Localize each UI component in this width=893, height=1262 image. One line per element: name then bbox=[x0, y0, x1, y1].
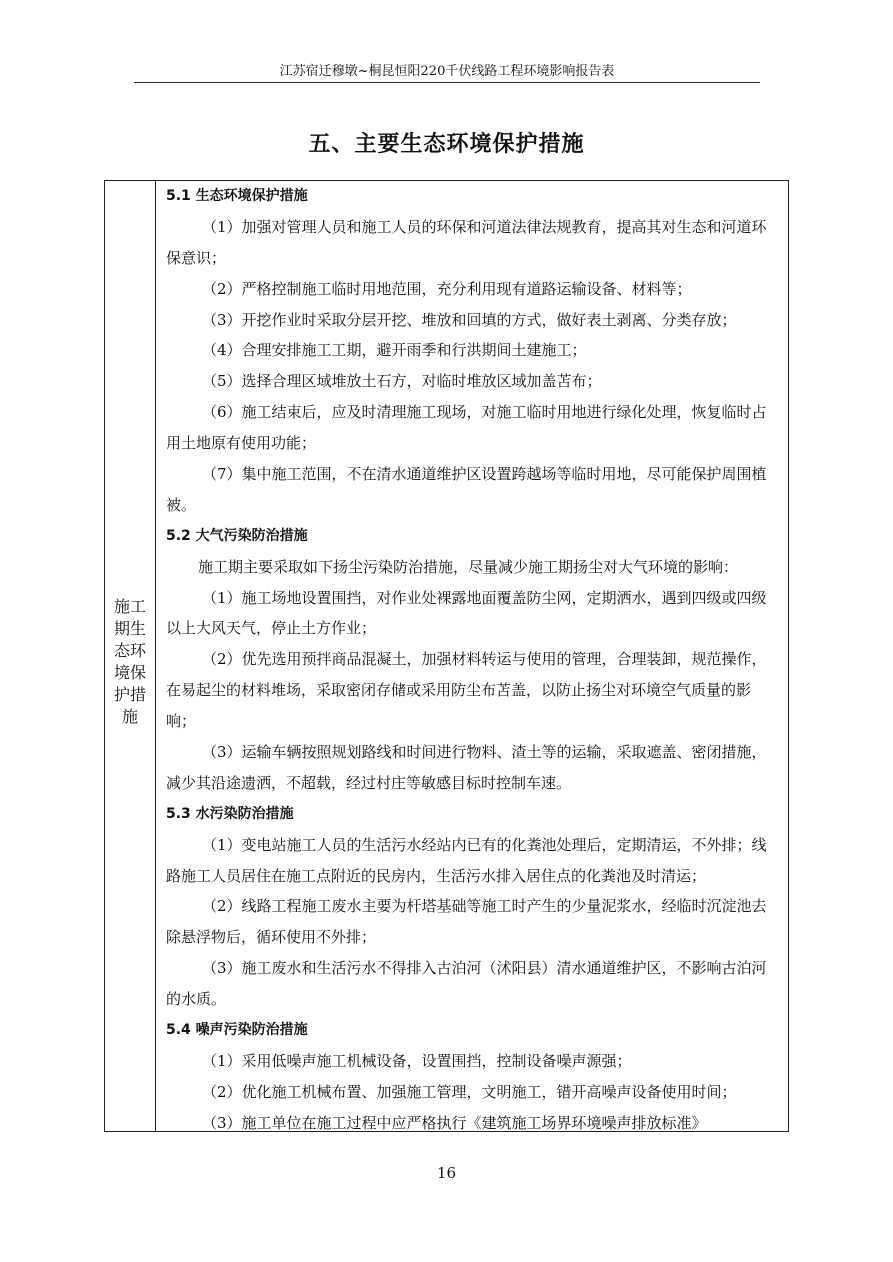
text-line: 除悬浮物后，循环使用不外排； bbox=[166, 928, 377, 947]
text-line: （2）严格控制施工临时用地范围，充分利用现有道路运输设备、材料等； bbox=[202, 279, 692, 298]
text-line: （3）运输车辆按照规划路线和时间进行物料、渣土等的运输，采取遮盖、密闭措施， bbox=[202, 743, 767, 762]
page-number: 16 bbox=[436, 1164, 457, 1182]
measures-table bbox=[104, 180, 789, 1132]
text-line: （6）施工结束后，应及时清理施工现场，对施工临时用地进行绿化处理，恢复临时占 bbox=[202, 403, 767, 422]
section-heading: 5.1 生态环境保护措施 bbox=[166, 188, 308, 204]
text-line: （7）集中施工范围，不在清水通道维护区设置跨越场等临时用地，尽可能保护周围植 bbox=[202, 465, 767, 484]
text-line: 施工期主要采取如下扬尘污染防治措施，尽量减少施工期扬尘对大气环境的影响： bbox=[198, 557, 739, 576]
text-line: （2）线路工程施工废水主要为杆塔基础等施工时产生的少量泥浆水，经临时沉淀池去 bbox=[202, 897, 767, 916]
text-line: （2）优先选用预拌商品混凝土，加强材料转运与使用的管理，合理装卸，规范操作， bbox=[202, 650, 767, 669]
category-cell bbox=[105, 181, 156, 1131]
text-line: （1）加强对管理人员和施工人员的环保和河道法律法规教育，提高其对生态和河道环 bbox=[202, 217, 767, 236]
text-line: （4）合理安排施工工期，避开雨季和行洪期间土建施工； bbox=[202, 341, 587, 360]
section-heading: 5.4 噪声污染防治措施 bbox=[166, 1022, 308, 1039]
text-line: 以上大风天气，停止土方作业； bbox=[166, 619, 377, 638]
running-header: 江苏宿迁穆墩~桐昆恒阳220千伏线路工程环境影响报告表 bbox=[279, 64, 615, 79]
text-line: （1）施工场地设置围挡，对作业处裸露地面覆盖防尘网，定期洒水，遇到四级或四级 bbox=[202, 588, 767, 607]
text-line: （3）开挖作业时采取分层开挖、堆放和回填的方式，做好表土剥离、分类存放； bbox=[202, 310, 737, 329]
category-label: 施工期生态环境保护措施 bbox=[113, 597, 146, 726]
section-heading: 5.2 大气污染防治措施 bbox=[166, 527, 308, 544]
text-line: 减少其沿途遗洒，不超载，经过村庄等敏感目标时控制车速。 bbox=[166, 773, 572, 792]
text-line: 在易起尘的材料堆场，采取密闭存储或采用防尘布苫盖，以防止扬尘对环境空气质量的影 bbox=[166, 681, 752, 700]
text-line: 保意识； bbox=[166, 248, 227, 267]
text-line: 被。 bbox=[166, 495, 197, 514]
text-line: 的水质。 bbox=[166, 990, 227, 1009]
text-line: （3）施工废水和生活污水不得排入古泊河（沭阳县）清水通道维护区，不影响古泊河 bbox=[202, 959, 767, 978]
text-line: 响； bbox=[166, 712, 197, 731]
text-line: 路施工人员居住在施工点附近的民房内，生活污水排入居住点的化粪池及时清运； bbox=[166, 866, 707, 885]
measures-content bbox=[166, 181, 781, 1139]
header-rule bbox=[134, 82, 760, 83]
text-line: （2）优化施工机械布置、加强施工管理，文明施工，错开高噪声设备使用时间； bbox=[202, 1082, 737, 1101]
text-line: （1）变电站施工人员的生活污水经站内已有的化粪池处理后，定期清运，不外排；线 bbox=[202, 835, 767, 854]
page-title: 五、主要生态环境保护措施 bbox=[308, 132, 585, 157]
section-heading: 5.3 水污染防治措施 bbox=[166, 805, 294, 822]
text-line: （3）施工单位在施工过程中应严格执行《建筑施工场界环境噪声排放标准》 bbox=[202, 1113, 707, 1132]
text-line: （5）选择合理区域堆放土石方，对临时堆放区域加盖苫布； bbox=[202, 372, 602, 391]
text-line: （1）采用低噪声施工机械设备，设置围挡，控制设备噪声源强； bbox=[202, 1051, 632, 1070]
text-line: 用土地原有使用功能； bbox=[166, 434, 317, 453]
